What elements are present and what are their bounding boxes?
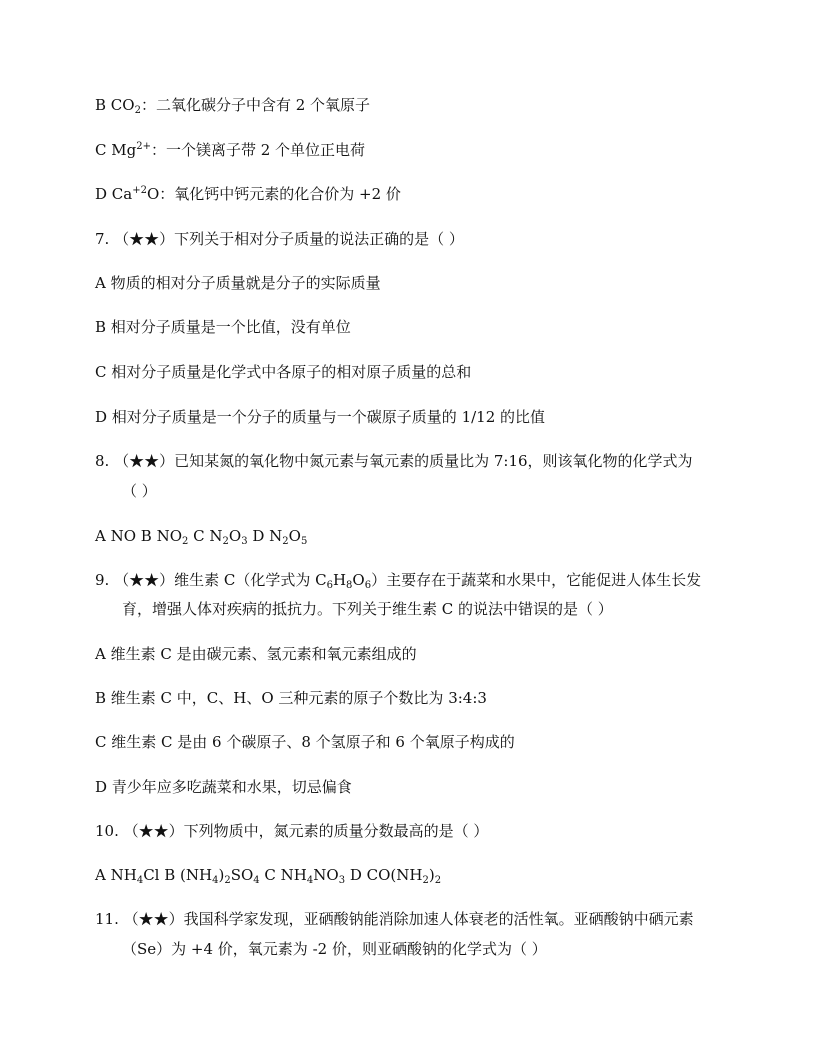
q9-option-a: A 维生素 C 是由碳元素、氢元素和氧元素组成的 [95, 645, 417, 663]
q8-stem-cont: （ ） [122, 482, 157, 500]
q8-stem: 8. （★★）已知某氮的氧化物中氮元素与氧元素的质量比为 7:16，则该氧化物的化学式为 [95, 452, 693, 470]
q6-option-b: B $CO_2$：二氧化碳分子中含有 2 个氧原子 [95, 96, 371, 116]
q7-option-d: D 相对分子质量是一个分子的质量与一个碳原子质量的 1/12 的比值 [95, 408, 546, 426]
q10-options: A $NH_4Cl$ B $(NH_4)_2SO_4$ C $NH_4NO_3$ D $CO(NH_2)_2$ [95, 866, 442, 886]
q7-option-b: B 相对分子质量是一个比值，没有单位 [95, 318, 351, 336]
q9-stem: 9. （★★）维生素 C（化学式为 $C_6H_8O_6$）主要存在于蔬菜和水果中，它能促进人体生长发 [95, 571, 702, 591]
q9-option-b: B 维生素 C 中，C、H、O 三种元素的原子个数比为 3:4:3 [95, 689, 487, 707]
q6-option-c: C $Mg^{2+}$：一个镁离子带 2 个单位正电荷 [95, 141, 366, 159]
q11-stem-cont: （Se）为 +4 价，氧元素为 -2 价，则亚硒酸钠的化学式为（ ） [122, 940, 547, 958]
q7-option-c: C 相对分子质量是化学式中各原子的相对原子质量的总和 [95, 363, 472, 381]
q10-stem: 10. （★★）下列物质中，氮元素的质量分数最高的是（ ） [95, 822, 489, 840]
q7-option-a: A 物质的相对分子质量就是分子的实际质量 [95, 274, 381, 292]
q11-stem: 11. （★★）我国科学家发现，亚硒酸钠能消除加速人体衰老的活性氧。亚硒酸钠中硒元素 [95, 910, 694, 928]
q9-stem-cont: 育，增强人体对疾病的抵抗力。下列关于维生素 C 的说法中错误的是（ ） [122, 600, 613, 618]
q7-stem: 7. （★★）下列关于相对分子质量的说法正确的是（ ） [95, 230, 464, 248]
q9-option-d: D 青少年应多吃蔬菜和水果，切忌偏食 [95, 778, 352, 796]
q9-option-c: C 维生素 C 是由 6 个碳原子、8 个氢原子和 6 个氧原子构成的 [95, 733, 515, 751]
q6-option-d: D $Ca^{+2}O$：氧化钙中钙元素的化合价为 +2 价 [95, 185, 401, 203]
q8-options: A NO B $NO_2$ C $N_2O_3$ D $N_2O_5$ [95, 527, 308, 547]
